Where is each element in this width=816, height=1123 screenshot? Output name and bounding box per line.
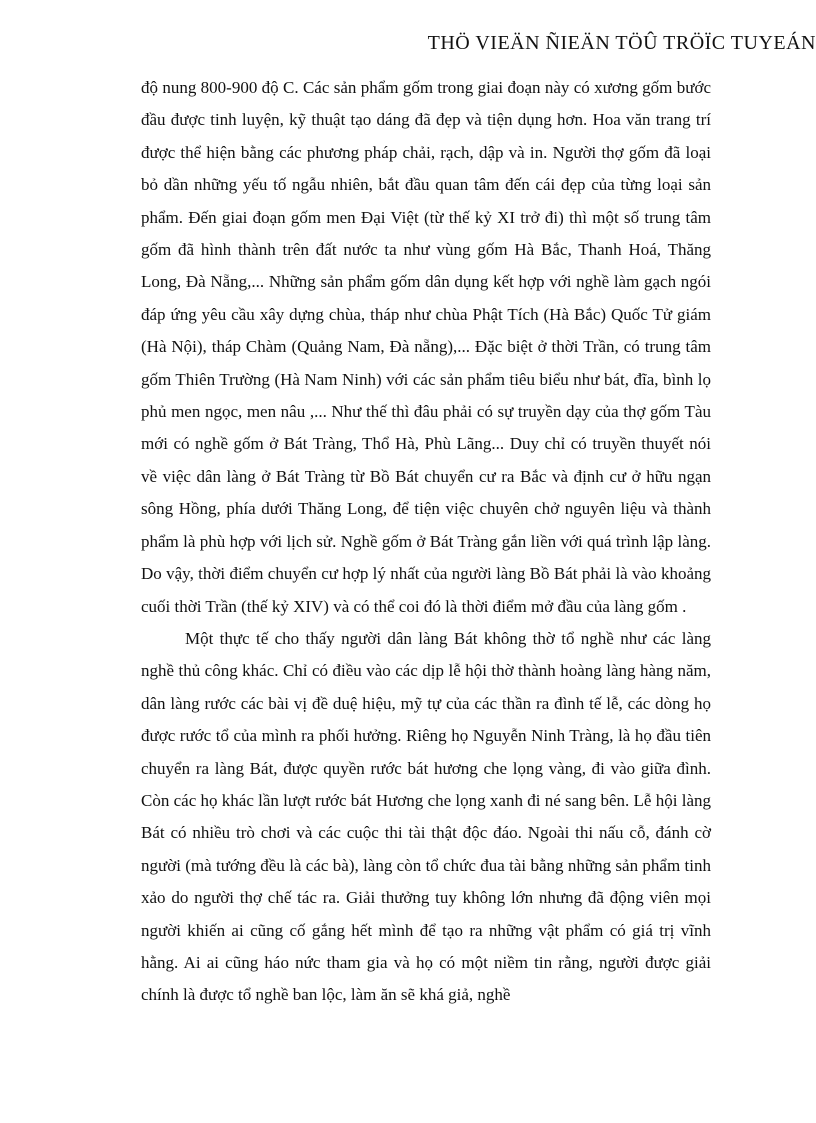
paragraph-2: Một thực tế cho thấy người dân làng Bát không thờ tổ nghề như các làng nghề thủ công khác. Chỉ có điều vào các dịp lễ hội thờ thành hoàng làng hàng năm, dân làng rước các bài vị đề duệ hiệu, mỹ tự của các thần ra đình tế lễ, các dòng họ được rước tổ của mình ra phối hưởng. Riêng họ Nguyễn Ninh Tràng, là họ đầu tiên chuyển ra làng Bát, được quyền rước bát hương che lọng vàng, đi vào giữa đình. Còn các họ khác lần lượt rước bát Hương che lọng xanh đi né sang bên. Lễ hội làng Bát có nhiều trò chơi và các cuộc thi tài thật độc đáo. Ngoài thi nấu cỗ, đánh cờ người (mà tướng đều là các bà), làng còn tổ chức đua tài bằng những sản phẩm tinh xảo do người thợ chế tác ra. Giải thưởng tuy không lớn nhưng đã động viên mọi người khiến ai cũng cố gắng hết mình để tạo ra những vật phẩm có giá trị vĩnh hằng. Ai ai cũng háo nức tham gia và họ có một niềm tin rằng, người được giải chính là được tổ nghề ban lộc, làm ăn sẽ khá giả, nghề <box>141 628 711 1005</box>
paragraph-1: độ nung 800-900 độ C. Các sản phẩm gốm trong giai đoạn này có xương gốm bước đầu được tinh luyện, kỹ thuật tạo dáng đã đẹp và tiện dụng hơn. Hoa văn trang trí được thể hiện bằng các phương pháp chải, rạch, dập và in. Người thợ gốm đã loại bỏ dần những yếu tố ngẫu nhiên, bắt đầu quan tâm đến cái đẹp của từng loại sản phẩm. Đến giai đoạn gốm men Đại Việt (từ thế kỷ XI trở đi) thì một số trung tâm gốm đã hình thành trên đất nước ta như vùng gốm Hà Bắc, Thanh Hoá, Thăng Long, Đà Nẵng,... Những sản phẩm gốm dân dụng kết hợp với nghề làm gạch ngói đáp ứng yêu cầu xây dựng chùa, tháp như chùa Phật Tích (Hà Bắc) Quốc Tử giám (Hà Nội), tháp Chàm (Quảng Nam, Đà nẵng),... Đặc biệt ở thời Trần, có trung tâm gốm Thiên Trường (Hà Nam Ninh) với các sản phẩm tiêu biểu như bát, đĩa, bình lọ phủ men ngọc, men nâu ,... Như thế thì đâu phải có sự truyền dạy của thợ gốm Tàu mới có nghề gốm ở Bát Tràng, Thổ Hà, Phù Lãng... Duy chỉ có truyền thuyết nói về việc dân làng ở Bát Tràng từ Bồ Bát chuyển cư ra Bắc và định cư ở hữu ngạn sông Hồng, phía dưới Thăng Long, để tiện việc chuyên chở nguyên liệu và thành phẩm là phù hợp với lịch sử. Nghề gốm ở Bát Tràng gắn liền với quá trình lập làng. Do vậy, thời điểm chuyển cư hợp lý nhất của người làng Bồ Bát phải là vào khoảng cuối thời Trần (thế kỷ XIV) và có thể coi đó là thời điểm mở đầu của làng gốm . <box>141 78 711 616</box>
page-header: THÖ VIEÄN ÑIEÄN TÖÛ TRÖÏC TUYEÁN <box>427 32 816 54</box>
document-body <box>141 72 711 1012</box>
